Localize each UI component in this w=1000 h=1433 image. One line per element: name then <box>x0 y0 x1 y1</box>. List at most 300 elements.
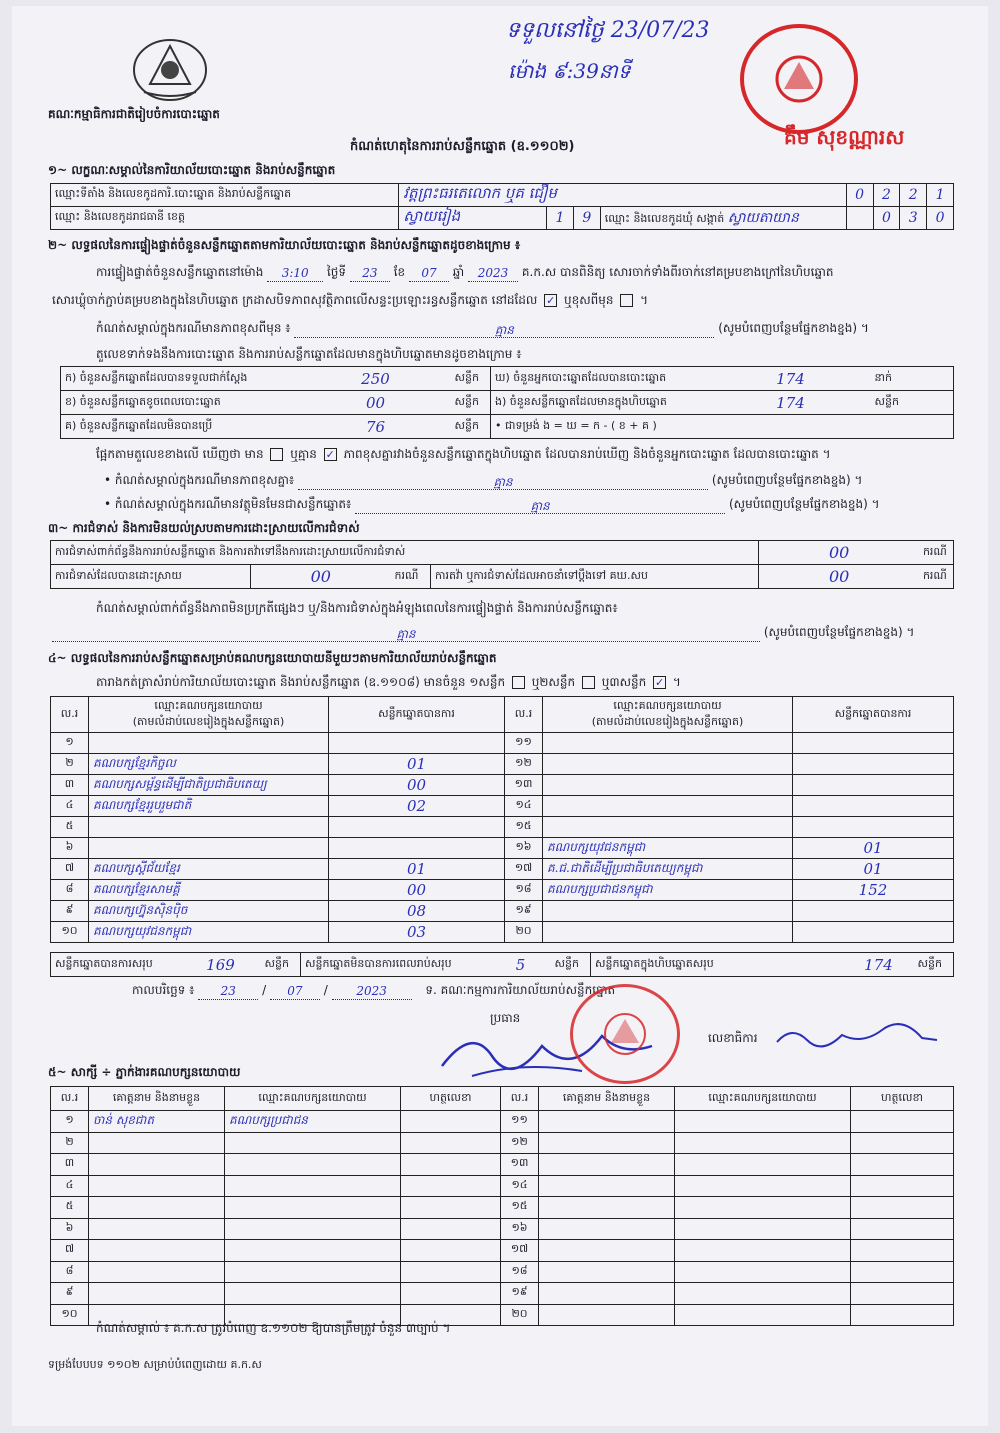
witness-signature <box>851 1175 954 1197</box>
party-votes <box>793 817 954 838</box>
location-code-4: 1 <box>927 184 954 207</box>
witness-party <box>225 1154 401 1176</box>
table-row <box>51 1132 954 1154</box>
total-box-value: 174 <box>844 953 914 977</box>
party-votes: 01 <box>793 859 954 880</box>
witness-party: គណបក្សប្រជាជន <box>225 1111 401 1133</box>
w-col-sign-right: ហត្ថលេខា <box>851 1087 954 1111</box>
witness-no: ២ <box>51 1132 89 1154</box>
col-party-right-title: ឈ្មោះគណបក្សនយោបាយ <box>613 698 722 712</box>
party-no: ១៣ <box>505 775 543 796</box>
col-no-left: ល.រ <box>51 697 89 733</box>
verification-year: 2023 <box>468 266 518 282</box>
form-note: ទម្រង់បែបបទ ១១០២ សម្រាប់បំពេញដោយ គ.ក.ស <box>48 1358 262 1371</box>
verification-text-a: ការផ្ទៀងផ្ទាត់ចំនួនសន្លឹកឆ្នោតនៅម៉ោង <box>96 265 264 279</box>
unused-label: គ) ចំនួនសន្លឹកឆ្នោតដែលមិនបានប្រើ <box>61 415 301 439</box>
party-no: ១ <box>51 733 89 754</box>
party-name <box>543 817 793 838</box>
table-row <box>51 838 954 859</box>
witness-no: ៤ <box>51 1175 89 1197</box>
seal-check-text: សោរឃ្លុំចាក់ភ្ជាប់គម្របខាងក្នុងនៃហិបឆ្នោត ក្រដាសបិទភាពសុវត្ថិភាពលើសន្ទះប្រឡោះរន្ធសន្លឹកឆ្នោត នៅដដែល <box>52 293 538 307</box>
party-name <box>89 817 329 838</box>
table-row <box>51 1154 954 1176</box>
party-no: ១១ <box>505 733 543 754</box>
difference-note-label: កំណត់សម្គាល់ក្នុងករណីមានភាពខុសពីមុន ៖ <box>96 321 291 335</box>
results-intro: តួលេខទាក់ទងនឹងការបោះឆ្នោត និងការរាប់សន្លឹកឆ្នោតដែលមានក្នុងហិបឆ្នោតមានដូចខាងក្រោម ៖ <box>96 347 522 361</box>
party-votes: 01 <box>329 754 505 775</box>
location-code-2: 2 <box>873 184 900 207</box>
witness-party <box>675 1132 851 1154</box>
col-votes-right: សន្លឹកឆ្នោតបានការ <box>793 697 954 733</box>
commune-value: ស្វាយតាយាន <box>727 209 799 226</box>
witness-party <box>675 1111 851 1133</box>
witness-name <box>89 1283 225 1305</box>
comparison-text-a: ផ្អែកតាមតួលេខខាងលើ ឃើញថា មាន <box>96 447 264 461</box>
form-sheet <box>12 6 988 1426</box>
total-invalid-label: សន្លឹកឆ្នោតមិនបានការពេលរាប់សរុប <box>301 953 491 977</box>
col-party-left-sub: (តាមលំដាប់លេខរៀងក្នុងសន្លឹកឆ្នោត) <box>132 714 285 728</box>
party-name: គ.ជ.ជាតិដើម្បីប្រជាធិបតេយ្យកម្ពុជា <box>543 859 793 880</box>
witness-no: ១៣ <box>501 1154 539 1176</box>
party-no: ៧ <box>51 859 89 880</box>
signing-date-line: កាលបរិច្ឆេទ ៖ 23 / 07 / 2023 ទ. គណៈកម្មការការិយាល័យរាប់សន្លឹកឆ្នោត <box>132 983 616 998</box>
different-checkbox[interactable] <box>620 294 633 307</box>
witness-name: ចាន់ សុខជាត <box>89 1111 225 1133</box>
party-votes <box>793 775 954 796</box>
party-name <box>543 754 793 775</box>
witness-no: ៣ <box>51 1154 89 1176</box>
witness-signature <box>851 1132 954 1154</box>
province-code-2: 9 <box>573 207 600 230</box>
party-results-table <box>50 696 954 943</box>
party-no: ៩ <box>51 901 89 922</box>
witness-signature <box>401 1197 501 1219</box>
bullet1-label: • កំណត់សម្គាល់ក្នុងករណីមានភាពខុសគ្នា៖ <box>104 473 295 487</box>
witness-name <box>539 1218 675 1240</box>
witness-name <box>89 1218 225 1240</box>
party-no: ១៩ <box>505 901 543 922</box>
resolved-unit: ករណី <box>391 565 431 589</box>
difference-note-value: គ្មាន <box>294 322 714 338</box>
party-no: ១៧ <box>505 859 543 880</box>
party-name <box>543 733 793 754</box>
witness-signature <box>401 1132 501 1154</box>
witness-signature <box>401 1218 501 1240</box>
two-sheet-checkbox[interactable] <box>582 676 595 689</box>
w-col-no-left: ល.រ <box>51 1087 89 1111</box>
witness-signature <box>401 1283 501 1305</box>
no-difference-checkbox[interactable]: ✓ <box>325 448 335 461</box>
party-no: ៥ <box>51 817 89 838</box>
location-table <box>50 183 954 230</box>
total-box-label: សន្លឹកឆ្នោតក្នុងហិបឆ្នោតសរុប <box>591 953 844 977</box>
attach-text-b: ឬ២សន្លឹក <box>531 675 576 689</box>
witness-party <box>675 1197 851 1219</box>
attach-text-c: ឬ៣សន្លឹក <box>601 675 647 689</box>
spoiled-value: 00 <box>301 391 451 415</box>
location-label: ឈ្មោះទីតាំង និងលេខកូដការិ.បោះឆ្នោត និងរាប់សន្លឹកឆ្នោត <box>51 184 399 207</box>
total-valid-label: សន្លឹកឆ្នោតបានការសរុប <box>51 953 181 977</box>
received-unit: សន្លឹក <box>451 367 491 391</box>
witness-party <box>225 1132 401 1154</box>
col-party-right-sub: (តាមលំដាប់លេខរៀងក្នុងសន្លឹកឆ្នោត) <box>591 714 744 728</box>
col-party-left-title: ឈ្មោះគណបក្សនយោបាយ <box>154 698 263 712</box>
w-col-sign-left: ហត្ថលេខា <box>401 1087 501 1111</box>
bullet1-hint: (សូមបំពេញបន្ថែមផ្នែកខាងខ្នង) ។ <box>711 473 863 487</box>
table-row <box>51 859 954 880</box>
party-no: ១៤ <box>505 796 543 817</box>
table-row <box>51 754 954 775</box>
witness-no: ១៤ <box>501 1175 539 1197</box>
commune-code-1: 0 <box>873 207 900 230</box>
commune-code-0 <box>846 207 873 230</box>
party-name: គណបក្សហ្វ៊ុនស៊ិនប៉ិច <box>89 901 329 922</box>
province-label: ឈ្មោះ និងលេខកូដរាជធានី ខេត្ត <box>51 207 399 230</box>
table-row <box>51 880 954 901</box>
comparison-line <box>96 446 831 464</box>
witness-name <box>539 1154 675 1176</box>
table-row <box>51 817 954 838</box>
received-time-handwritten: ម៉ោង ៩:39នាទី <box>508 59 631 83</box>
party-votes <box>793 922 954 943</box>
province-code-1: 1 <box>547 207 574 230</box>
party-votes: 08 <box>329 901 505 922</box>
bullet2-line <box>104 496 880 514</box>
party-no: ៦ <box>51 838 89 859</box>
party-name: គណបក្សប្រជាជនកម្ពុជា <box>543 880 793 901</box>
witness-signature <box>401 1261 501 1283</box>
party-name: គណបក្សស្តីជ័យខ្មែរ <box>89 859 329 880</box>
commune-label: ឈ្មោះ និងលេខកូដឃុំ សង្កាត់ <box>604 211 725 225</box>
witness-no: ៨ <box>51 1261 89 1283</box>
party-name <box>543 775 793 796</box>
complaints-label: ការជំទាស់ពាក់ព័ន្ធនឹងការរាប់សន្លឹកឆ្នោត និងការតវ៉ាទៅនឹងការដោះស្រាយលើការជំទាស់ <box>51 541 759 565</box>
appeal-unit: ករណី <box>919 565 954 589</box>
witness-signature <box>851 1261 954 1283</box>
verification-day: 23 <box>350 266 390 282</box>
col-party-right <box>543 697 793 733</box>
nec-logo-icon <box>130 34 210 104</box>
received-value: 250 <box>301 367 451 391</box>
vote-count-table <box>60 366 954 439</box>
verification-text-d: ឆ្នាំ <box>452 265 465 279</box>
party-votes <box>793 733 954 754</box>
witness-name <box>539 1197 675 1219</box>
witness-name <box>539 1261 675 1283</box>
table-row <box>51 1111 954 1133</box>
totals-table <box>50 952 954 977</box>
received-date-handwritten: ទទួលនៅថ្ងៃ 23/07/23 <box>506 18 710 43</box>
complaints-table <box>50 540 954 589</box>
witness-party <box>675 1240 851 1262</box>
official-seal-bottom <box>570 984 680 1084</box>
party-no: ៤ <box>51 796 89 817</box>
commune-code-3: 0 <box>927 207 954 230</box>
party-no: ១២ <box>505 754 543 775</box>
witness-signature <box>851 1197 954 1219</box>
witness-name <box>89 1261 225 1283</box>
witness-no: ១២ <box>501 1132 539 1154</box>
irregularity-note-line <box>52 624 914 642</box>
party-no: ១៨ <box>505 880 543 901</box>
total-valid-unit: សន្លឹក <box>261 953 301 977</box>
party-name <box>543 901 793 922</box>
three-sheet-checkbox[interactable]: ✓ <box>654 676 665 689</box>
witness-name <box>539 1304 675 1326</box>
witness-party <box>675 1154 851 1176</box>
bullet2-label: • កំណត់សម្គាល់ក្នុងករណីមានវត្ថុមិនមែនជាសន្លឹកឆ្នោត៖ <box>104 497 352 511</box>
section4-heading: ៤~ លទ្ធផលនៃការរាប់សន្លឹកឆ្នោតសម្រាប់គណបក្សនយោបាយនីមួយៗតាមការិយាល័យរាប់សន្លឹកឆ្នោត <box>48 651 497 665</box>
irregularity-note-label: កំណត់សម្គាល់ពាក់ព័ន្ធនឹងភាពមិនប្រក្រតីផ្សេងៗ ឬ/និងការជំទាស់ក្នុងអំឡុងពេលនៃការផ្ទៀងផ្ទាត់ និងការរាប់សន្លឹកឆ្នោត៖ <box>96 601 618 615</box>
table-row <box>51 796 954 817</box>
witness-signature <box>851 1218 954 1240</box>
party-votes: 01 <box>793 838 954 859</box>
witness-signature <box>401 1111 501 1133</box>
party-votes <box>329 838 505 859</box>
witness-signature <box>851 1111 954 1133</box>
witness-party <box>225 1218 401 1240</box>
commune-code-2: 3 <box>900 207 927 230</box>
party-name: គណបក្សយុវជនកម្ពុជា <box>543 838 793 859</box>
irregularity-note-value: គ្មាន <box>52 626 760 642</box>
party-name: គណបក្សខ្មែររួបរួមជាតិ <box>89 796 329 817</box>
witness-no: ១៩ <box>501 1283 539 1305</box>
party-votes <box>329 733 505 754</box>
spoiled-label: ខ) ចំនួនសន្លឹកឆ្នោតខូចពេលបោះឆ្នោត <box>61 391 301 415</box>
resolved-label: ការជំទាស់ដែលបានដោះស្រាយ <box>51 565 251 589</box>
witness-party <box>225 1283 401 1305</box>
table-row <box>51 1261 954 1283</box>
witness-signature <box>851 1154 954 1176</box>
party-name: គណបក្សយុវជនកម្ពុជា <box>89 922 329 943</box>
witness-party <box>225 1175 401 1197</box>
party-votes: 00 <box>329 775 505 796</box>
witness-no: ២០ <box>501 1304 539 1326</box>
witness-signature <box>851 1283 954 1305</box>
witness-name <box>539 1175 675 1197</box>
bullet2-value: គ្មាន <box>355 498 725 514</box>
different-label: ឬខុសពីមុន <box>564 293 614 307</box>
witness-party <box>675 1175 851 1197</box>
party-name <box>543 922 793 943</box>
party-name <box>89 838 329 859</box>
verification-month: 07 <box>409 266 449 282</box>
complaints-value: 00 <box>759 541 919 565</box>
w-col-party-right: ឈ្មោះគណបក្សនយោបាយ <box>675 1087 851 1111</box>
party-votes <box>329 817 505 838</box>
complaints-unit: ករណី <box>919 541 954 565</box>
spoiled-unit: សន្លឹក <box>451 391 491 415</box>
witness-no: ១៦ <box>501 1218 539 1240</box>
signing-committee: ទ. គណៈកម្មការការិយាល័យរាប់សន្លឹកឆ្នោត <box>425 983 616 997</box>
witness-no: ១៥ <box>501 1197 539 1219</box>
witness-name <box>539 1111 675 1133</box>
attach-text-a: តារាងកត់ត្រាសំរាប់ការិយាល័យបោះឆ្នោត និងរាប់សន្លឹកឆ្នោត (ឧ.១១០៨) មានចំនួន ១សន្លឹក <box>96 675 506 689</box>
witness-no: ៦ <box>51 1218 89 1240</box>
difference-note-line <box>96 320 869 338</box>
resolved-value: 00 <box>251 565 391 589</box>
total-box-unit: សន្លឹក <box>914 953 954 977</box>
appeal-value: 00 <box>759 565 919 589</box>
verification-text-e: គ.ក.ស បានពិនិត្យ សោរចាក់ទាំងពីរចាក់នៅគម្របខាងក្រៅនៃហិបឆ្នោត <box>521 265 834 279</box>
party-votes: 00 <box>329 880 505 901</box>
bullet2-hint: (សូមបំពេញបន្ថែមផ្នែកខាងខ្នង) ។ <box>728 497 880 511</box>
witness-party <box>675 1283 851 1305</box>
total-valid-value: 169 <box>181 953 261 977</box>
location-code-3: 2 <box>900 184 927 207</box>
secretary-signature-icon <box>772 1020 942 1050</box>
total-invalid-value: 5 <box>491 953 551 977</box>
section1-heading: ១~ លក្ខណៈសម្គាល់នៃការិយាល័យបោះឆ្នោត និងរាប់សន្លឹកឆ្នោត <box>48 163 336 177</box>
seal-check-line <box>52 292 648 310</box>
signing-month: 07 <box>270 984 320 1000</box>
bullet1-value: គ្មាន <box>298 474 708 490</box>
formula-text: • ជាទម្រង់ ង = ឃ = ក - ( ខ + គ ) <box>491 415 954 439</box>
witness-no: ១០ <box>51 1304 89 1326</box>
voters-unit: នាក់ <box>871 367 954 391</box>
party-votes <box>793 796 954 817</box>
received-label: ក) ចំនួនសន្លឹកឆ្នោតដែលបានទទួលជាក់ស្តែង <box>61 367 301 391</box>
attach-line <box>96 674 681 692</box>
party-no: ២០ <box>505 922 543 943</box>
witness-no: ១១ <box>501 1111 539 1133</box>
witness-no: ៧ <box>51 1240 89 1262</box>
total-invalid-unit: សន្លឹក <box>551 953 591 977</box>
witness-party <box>225 1240 401 1262</box>
witness-name <box>89 1154 225 1176</box>
col-no-right: ល.រ <box>505 697 543 733</box>
w-col-name-right: គោត្តនាម និងនាមខ្លួន <box>539 1087 675 1111</box>
col-party-left <box>89 697 329 733</box>
section5-heading: ៥~ សាក្សី ÷ ភ្នាក់ងារគណបក្សនយោបាយ <box>48 1065 241 1079</box>
signing-year: 2023 <box>332 984 412 1000</box>
section2-heading: ២~ លទ្ធផលនៃការផ្ទៀងផ្ទាត់ចំនួនសន្លឹកឆ្នោតតាមការិយាល័យបោះឆ្នោត និងរាប់សន្លឹកឆ្នោតដូចខាងក្រោម ៖ <box>48 238 521 252</box>
witness-name <box>89 1240 225 1262</box>
official-seal-top <box>740 24 858 134</box>
irregularity-note-hint: (សូមបំពេញបន្ថែមផ្នែកខាងខ្នង) ។ <box>763 625 915 639</box>
seal-emblem-icon <box>769 54 829 104</box>
line-end-mark: ។ <box>640 293 649 307</box>
party-no: ៣ <box>51 775 89 796</box>
witness-no: ១៨ <box>501 1261 539 1283</box>
appeal-label: ការតវ៉ា ឬការជំទាស់ដែលអាចនាំទៅប្តឹងទៅ គឃ.សប <box>431 565 759 589</box>
table-row <box>51 1283 954 1305</box>
party-name <box>543 796 793 817</box>
party-no: ១៦ <box>505 838 543 859</box>
attach-end-mark: ។ <box>672 675 681 689</box>
party-name: គណបក្សខ្មែរកិច្ចល <box>89 754 329 775</box>
party-no: ១៥ <box>505 817 543 838</box>
witness-party <box>675 1218 851 1240</box>
witness-signature <box>401 1154 501 1176</box>
party-no: ៨ <box>51 880 89 901</box>
col-votes-left: សន្លឹកឆ្នោតបានការ <box>329 697 505 733</box>
table-row <box>51 775 954 796</box>
one-sheet-checkbox[interactable] <box>512 676 525 689</box>
committee-name: គណៈកម្មាធិការជាតិរៀបចំការបោះឆ្នោត <box>48 107 220 121</box>
witness-no: ១៧ <box>501 1240 539 1262</box>
verification-time: 3:10 <box>267 266 323 282</box>
table-row <box>51 1240 954 1262</box>
comparison-text-b: ឬគ្មាន <box>290 447 317 461</box>
province-value: ស្វាយរៀង <box>399 207 547 230</box>
party-votes <box>793 754 954 775</box>
bullet1-line <box>104 472 862 490</box>
witness-name <box>89 1132 225 1154</box>
party-votes <box>793 901 954 922</box>
w-col-party-left: ឈ្មោះគណបក្សនយោបាយ <box>225 1087 401 1111</box>
witness-name <box>539 1283 675 1305</box>
location-value: វត្តព្រះធរតេលោក ឬគ ជឿម <box>399 184 846 207</box>
party-votes: 03 <box>329 922 505 943</box>
verification-text-c: ខែ <box>393 265 406 279</box>
footer-note: កំណត់សម្គាល់ ៖ គ.ក.ស ត្រូវបំពេញ ឧ.១១០២ ឱ្យបានត្រឹមត្រូវ ចំនួន ៣ច្បាប់ ។ <box>96 1321 451 1335</box>
table-row <box>51 733 954 754</box>
ballots-in-box-unit: សន្លឹក <box>871 391 954 415</box>
table-row <box>51 901 954 922</box>
table-row <box>51 1218 954 1240</box>
party-no: ២ <box>51 754 89 775</box>
witness-party <box>675 1304 851 1326</box>
witness-party <box>675 1261 851 1283</box>
unused-unit: សន្លឹក <box>451 415 491 439</box>
voters-value: 174 <box>711 367 871 391</box>
witness-party <box>225 1261 401 1283</box>
chair-label: ប្រធាន <box>490 1011 521 1025</box>
witness-no: ៥ <box>51 1197 89 1219</box>
witness-signature <box>401 1175 501 1197</box>
unused-value: 76 <box>301 415 451 439</box>
secretary-label: លេខាធិការ <box>708 1031 758 1045</box>
party-name: គណបក្សខ្មែរសាមគ្គី <box>89 880 329 901</box>
witness-signature <box>851 1240 954 1262</box>
witness-name <box>89 1197 225 1219</box>
difference-note-hint: (សូមបំពេញបន្ថែមផ្នែកខាងខ្នង) ។ <box>718 321 869 335</box>
signing-date-label: កាលបរិច្ឆេទ ៖ <box>132 983 195 997</box>
witness-signature <box>851 1304 954 1326</box>
signing-day: 23 <box>198 984 258 1000</box>
witness-signature <box>401 1240 501 1262</box>
ballots-in-box-value: 174 <box>711 391 871 415</box>
form-title: កំណត់ហេតុនៃការរាប់សន្លឹកឆ្នោត (ឧ.១១០២) <box>350 139 575 154</box>
table-row <box>51 922 954 943</box>
same-checkbox[interactable]: ✓ <box>546 294 556 307</box>
w-col-no-right: ល.រ <box>501 1087 539 1111</box>
witness-name <box>539 1132 675 1154</box>
has-difference-checkbox[interactable] <box>270 448 283 461</box>
comparison-text-c: ភាពខុសគ្នារវាងចំនួនសន្លឹកឆ្នោតក្នុងហិបឆ្នោត ដែលបានរាប់ឃើញ និងចំនួនអ្នកបោះឆ្នោត ដែលបានបោះឆ្នោត ។ <box>343 447 831 461</box>
witness-party <box>225 1197 401 1219</box>
party-votes: 01 <box>329 859 505 880</box>
verification-line <box>96 264 834 282</box>
seal-emblem-bottom-icon <box>597 1011 653 1057</box>
party-no: ១០ <box>51 922 89 943</box>
section3-heading: ៣~ ការជំទាស់ និងការមិនយល់ស្របតាមការដោះស្រាយលើការជំទាស់ <box>48 521 360 535</box>
location-code-1: 0 <box>846 184 873 207</box>
party-name <box>89 733 329 754</box>
party-votes: 152 <box>793 880 954 901</box>
witness-no: ៩ <box>51 1283 89 1305</box>
table-row <box>51 1197 954 1219</box>
witness-no: ១ <box>51 1111 89 1133</box>
table-row <box>51 1175 954 1197</box>
witness-name <box>89 1175 225 1197</box>
witness-table <box>50 1086 954 1326</box>
party-name: គណបក្សសម្ព័ន្ធដើម្បីជាតិប្រជាធិបតេយ្យ <box>89 775 329 796</box>
voters-label: ឃ) ចំនួនអ្នកបោះឆ្នោតដែលបានបោះឆ្នោត <box>491 367 711 391</box>
stamp-name: គឹម សុខណ្ណារស <box>784 125 905 149</box>
verification-text-b: ថ្ងៃទី <box>327 265 347 279</box>
